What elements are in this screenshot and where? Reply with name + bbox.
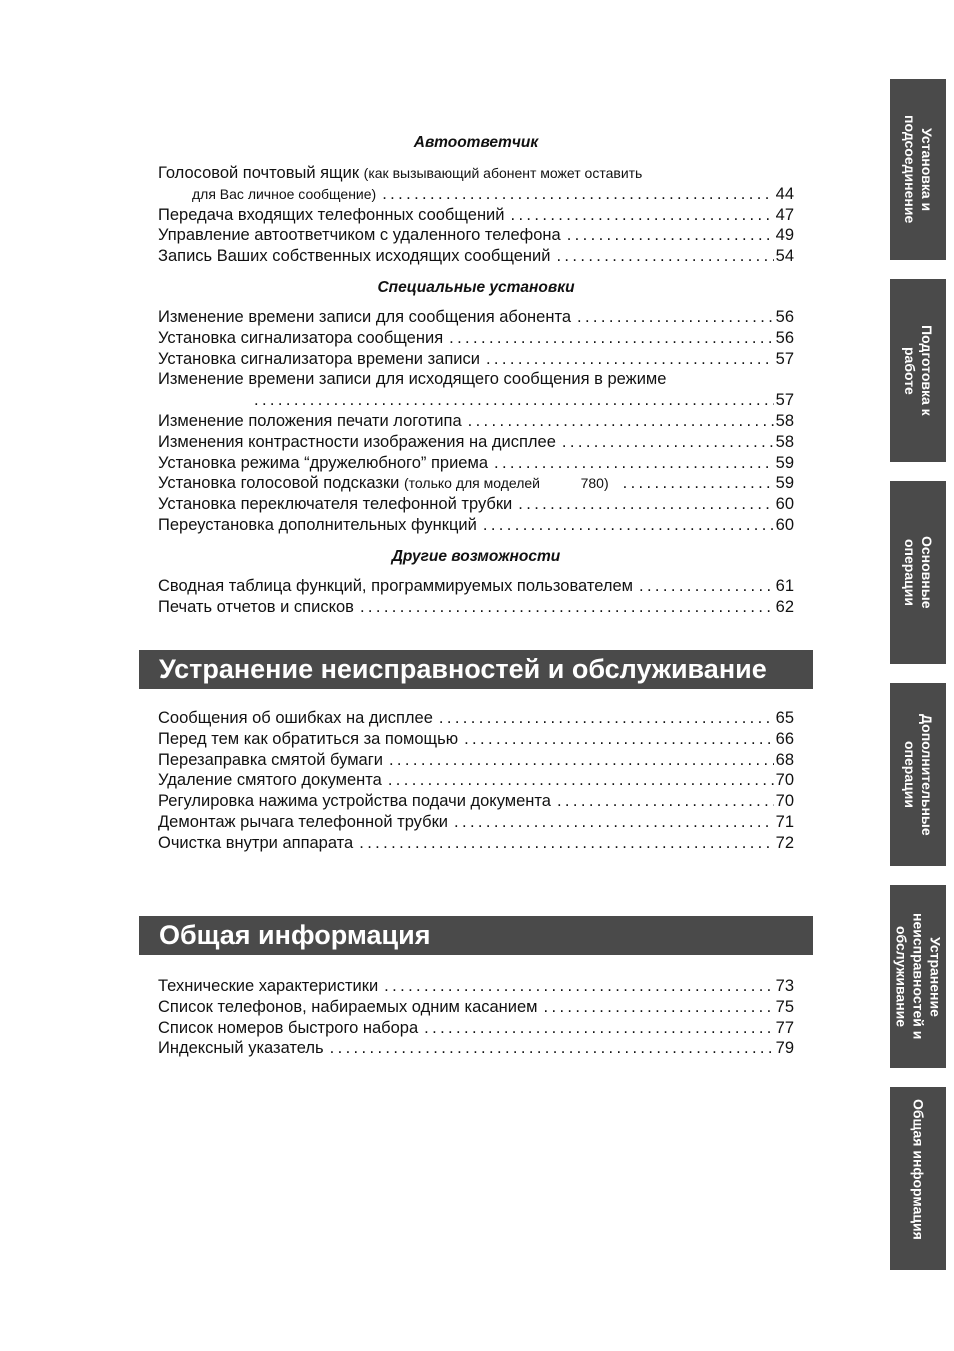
toc-leader-dots [360,597,774,618]
toc-entry-page: 77 [775,1018,794,1037]
toc-leader-dots [449,328,774,349]
toc-entry-title: Сводная таблица функций, программируемых пользователем [158,577,633,595]
toc-entry-title: Индексный указатель [158,1039,324,1058]
toc-list-troubleshooting [158,708,794,854]
toc-entry-title: Установка режима “дружелюбного” приема [158,453,488,472]
toc-leader-dots [486,349,774,370]
toc-leader-dots [567,225,774,246]
toc-entry[interactable] [158,432,794,453]
toc-leader-dots [388,770,774,791]
toc-entry-voice-mailbox[interactable]: Голосовой почтовый ящик (как вызывающий абонент может оставить [158,164,643,182]
toc-leader-dots [577,307,774,328]
toc-leader-dots [556,246,773,267]
toc-leader-dots [510,205,773,226]
side-tab-installation[interactable]: Установка и подсоединение [890,79,946,260]
toc-entry-title: Удаление смятого документа [158,771,382,790]
toc-entry[interactable] [158,494,794,515]
toc-entry-title: Технические характеристики [158,977,379,995]
toc-entry-page: 59 [775,453,794,472]
toc-entry-page: 49 [775,226,794,245]
toc-entry-page: 58 [775,411,794,430]
toc-list-special-1 [158,307,794,369]
toc-entry[interactable] [158,453,794,474]
toc-entry-page: 79 [775,1039,794,1058]
toc-entry[interactable] [158,729,794,750]
toc-entry-outgoing-time[interactable]: Изменение времени записи для исходящего сообщения в режиме [158,370,667,389]
toc-entry-page: 47 [775,205,794,224]
toc-entry-page: 54 [775,247,794,266]
toc-list-special-2 [158,411,794,473]
toc-entry[interactable] [158,576,794,597]
toc-special [158,277,794,536]
toc-entry[interactable] [158,515,794,536]
toc-entry-page: 58 [775,432,794,451]
toc-entry-title: Демонтаж рычага телефонной трубки [158,812,449,831]
toc-entry-page: 65 [775,709,794,727]
toc-entry-title: Список телефонов, набираемых одним касанием [158,997,538,1016]
toc-entry[interactable] [158,750,794,771]
toc-entry[interactable] [158,1018,794,1039]
toc-leader-dots [557,791,774,812]
toc-entry-page: 75 [775,997,794,1016]
toc-entry-page: 72 [775,833,794,852]
toc-entry-title: Изменения контрастности изображения на дисплее [158,432,556,451]
toc-entry-page: 60 [775,515,794,534]
toc-entry[interactable] [158,205,794,226]
toc-leader-dots [359,833,773,854]
toc-entry-title: Передача входящих телефонных сообщений [158,205,505,224]
section-subtitle-special: Специальные установки [377,279,575,296]
toc-entry[interactable] [158,708,794,729]
toc-entry[interactable] [158,225,794,246]
toc-entry[interactable] [158,976,794,997]
toc-entry[interactable] [158,812,794,833]
toc-troubleshooting [158,708,794,854]
toc-entry-title: Изменение положения печати логотипа [158,411,462,430]
toc-entry[interactable] [158,1038,794,1059]
toc-leader-dots [439,708,774,729]
side-tab-general-info[interactable]: Общая информация [890,1087,946,1270]
toc-entry[interactable] [158,349,794,370]
toc-entry-page: 56 [775,308,794,326]
toc-list-answering [158,205,794,267]
toc-leader-dots [464,729,774,750]
toc-entry[interactable] [158,791,794,812]
toc-entry-page: 56 [775,328,794,347]
toc-leader-dots [562,432,774,453]
toc-entry-page: 60 [775,495,794,514]
side-tab-preparation[interactable]: Подготовка к работе [890,279,946,462]
toc-other [158,546,794,618]
section-band-general: Общая информация [139,916,813,955]
section-band-troubleshooting: Устранение неисправностей и обслуживание [139,650,813,689]
toc-entry-title: Установка сигнализатора сообщения [158,328,444,347]
toc-entry-page: 70 [775,771,794,790]
toc-entry-page: 66 [775,729,794,748]
toc-entry[interactable] [158,833,794,854]
toc-list-general [158,976,794,1059]
toc-leader-dots [424,1018,773,1039]
section-subtitle-other: Другие возможности [391,548,561,565]
toc-leader-dots [468,411,774,432]
side-tab-troubleshooting[interactable]: Устранение неисправностей и обслуживание [890,885,946,1068]
toc-leader-dots [518,494,773,515]
toc-entry-title: Печать отчетов и списков [158,597,354,616]
toc-entry-title: Изменение времени записи для сообщения абонента [158,308,571,326]
toc-entry-voice-mailbox-cont[interactable]: для Вас личное сообщение) . . . 44 [158,184,794,205]
toc-leader-dots [384,976,773,997]
toc-leader-dots [639,576,774,597]
toc-entry-title: Запись Ваших собственных исходящих сообщений [158,247,551,266]
section-subtitle-answering: Автоответчик [413,134,539,151]
toc-entry-title: Установка переключателя телефонной трубки [158,495,513,514]
side-tab-advanced-operations[interactable]: Дополнительные операции [890,683,946,866]
toc-entry-title: Очистка внутри аппарата [158,833,354,852]
toc-entry-title: Перед тем как обратиться за помощью [158,729,459,748]
toc-entry-title: Регулировка нажима устройства подачи документа [158,792,551,811]
toc-entry[interactable] [158,307,794,328]
toc-general [158,976,794,1059]
toc-entry-page: 70 [775,792,794,811]
toc-entry-page: 71 [775,812,794,831]
toc-answering [158,132,794,267]
toc-leader-dots [544,997,774,1018]
toc-entry[interactable] [158,246,794,267]
toc-entry-page: 61 [775,577,794,595]
toc-leader-dots [330,1038,774,1059]
toc-entry-title: Сообщения об ошибках на дисплее [158,709,433,727]
toc-leader-dots [494,453,774,474]
toc-entry-title: Переустановка дополнительных функций [158,515,477,534]
toc-entry[interactable] [158,770,794,791]
toc-entry-title: Установка сигнализатора времени записи [158,349,480,368]
toc-entry-page: 57 [775,349,794,368]
toc-entry[interactable] [158,411,794,432]
toc-entry-title: Список номеров быстрого набора [158,1018,419,1037]
toc-entry-voice-prompt[interactable]: Установка голосовой подсказки (только для моделей 780) . . . 59 [158,473,794,494]
toc-entry-page: 73 [775,977,794,995]
toc-leader-dots [389,750,774,771]
toc-entry[interactable] [158,997,794,1018]
toc-entry-title: Перезаправка смятой бумаги [158,750,383,769]
toc-leader-dots [483,515,774,536]
toc-entry-page: 68 [775,750,794,769]
toc-list-special-3 [158,494,794,536]
side-tab-basic-operations[interactable]: Основные операции [890,481,946,664]
toc-entry[interactable] [158,328,794,349]
toc-list-other [158,576,794,618]
toc-leader-dots [454,812,774,833]
toc-entry-page: 62 [775,597,794,616]
toc-entry-outgoing-time-cont[interactable]: . . . 57 [158,390,794,411]
toc-entry[interactable] [158,597,794,618]
toc-entry-title: Управление автоответчиком с удаленного телефона [158,226,561,245]
